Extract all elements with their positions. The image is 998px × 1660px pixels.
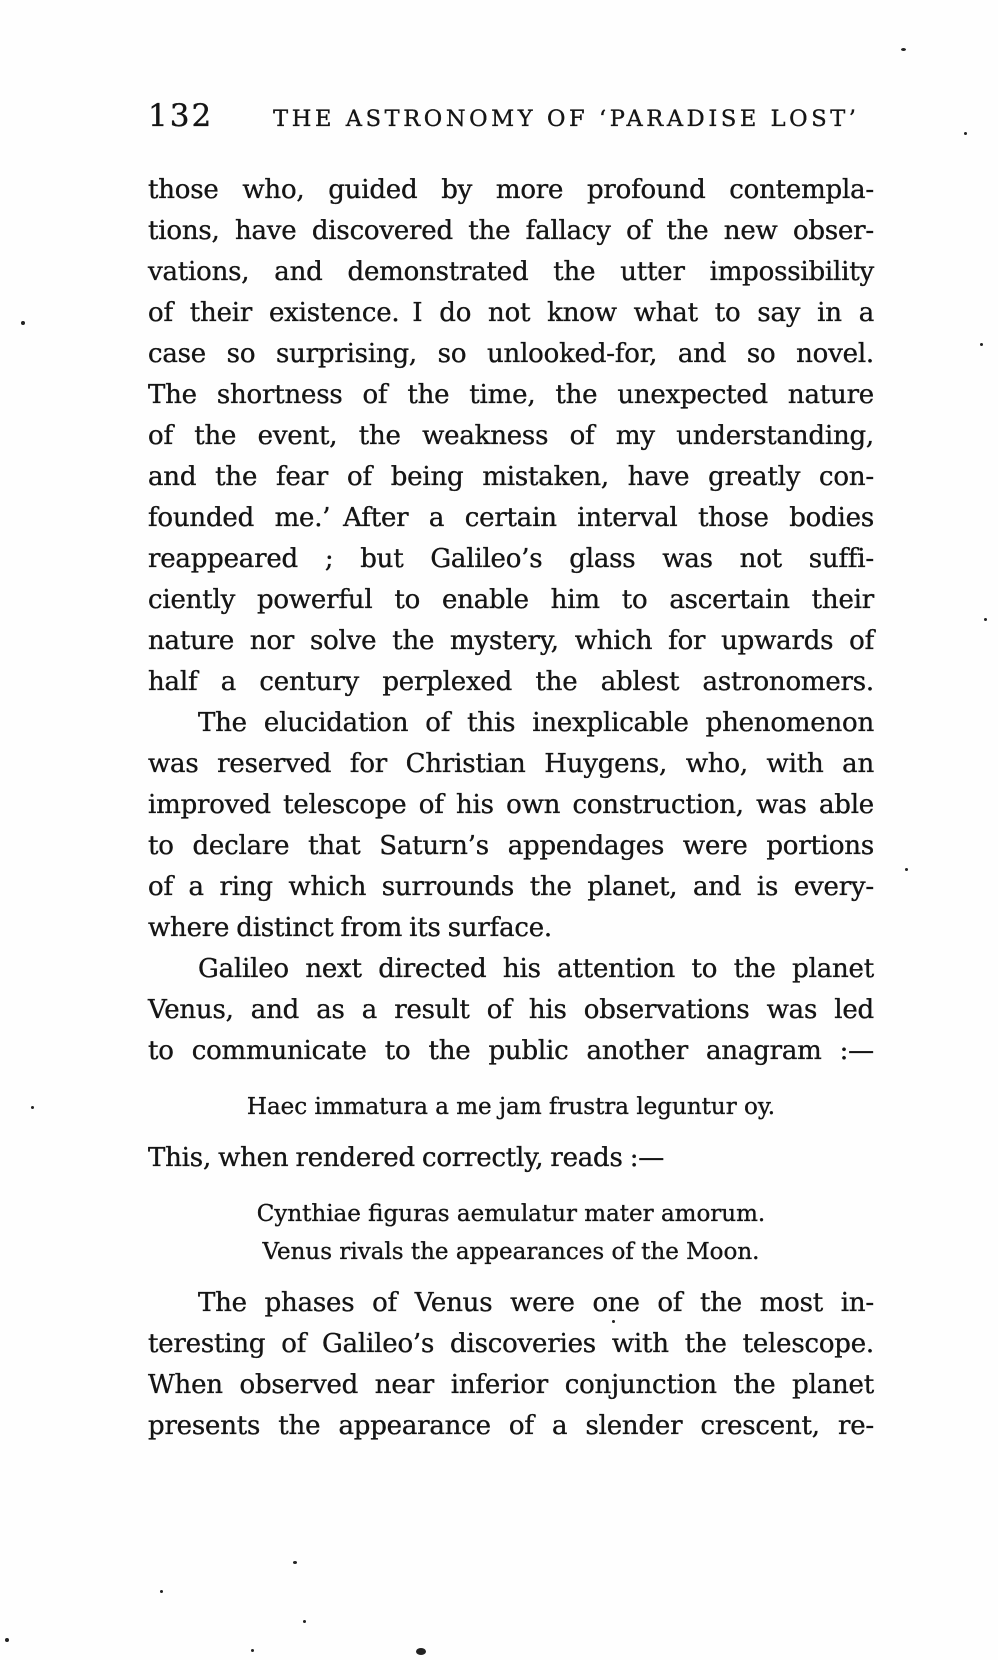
text-line: presents the appearance of a slender crescent, re- (148, 1411, 874, 1441)
text-line: tions, have discovered the fallacy of the new obser- (148, 216, 874, 246)
block-latin (148, 1088, 874, 1126)
text-line: Galileo next directed his attention to the planet (198, 954, 874, 984)
text-line: reappeared ; but Galileo’s glass was not suffi- (148, 544, 874, 574)
block-para (148, 1283, 874, 1447)
text-line: vations, and demonstrated the utter impossibility (148, 257, 874, 287)
running-title: THE ASTRONOMY OF ‘PARADISE LOST’ (273, 106, 860, 132)
scan-speck (980, 343, 983, 346)
text-line: Cynthiae figuras aemulatur mater amorum. (256, 1201, 766, 1227)
text-line: teresting of Galileo’s discoveries with the telescope. (148, 1329, 874, 1359)
scan-speck (293, 1561, 297, 1564)
block-para (148, 949, 874, 1072)
scan-speck (21, 321, 25, 325)
text-line: The elucidation of this inexplicable phenomenon (198, 708, 874, 738)
text-line: improved telescope of his own construction, was able (148, 790, 874, 820)
scan-speck (984, 618, 987, 621)
text-line: The phases of Venus were one of the most in- (198, 1288, 874, 1318)
text-line: Venus rivals the appearances of the Moon. (262, 1239, 760, 1265)
text-line: to communicate to the public another anagram :— (148, 1036, 874, 1066)
text-line: Haec immatura a me jam frustra leguntur oy. (246, 1094, 776, 1120)
text-line: case so surprising, so unlooked-for, and so novel. (148, 339, 874, 369)
scan-speck (31, 1106, 34, 1109)
text-line: was reserved for Christian Huygens, who, with an (148, 749, 874, 779)
text-line: where distinct from its surface. (148, 913, 553, 943)
text-line: founded me.’ After a certain interval those bodies (148, 503, 874, 533)
text-body (148, 170, 874, 1447)
text-line: of a ring which surrounds the planet, and is every- (148, 872, 874, 902)
block-latin (148, 1195, 874, 1271)
text-line: ciently powerful to enable him to ascertain their (148, 585, 874, 615)
scan-speck (303, 1620, 306, 1623)
scan-speck (251, 1649, 254, 1652)
block-para (148, 703, 874, 949)
scan-speck (160, 1590, 163, 1593)
text-line: Venus, and as a result of his observations was led (148, 995, 874, 1025)
scan-speck (901, 48, 906, 51)
scan-speck (5, 1638, 9, 1642)
text-line: those who, guided by more profound contempla- (148, 175, 874, 205)
scan-speck (612, 1320, 615, 1323)
page-header (148, 98, 874, 134)
text-line: to declare that Saturn’s appendages were portions (148, 831, 874, 861)
scan-speck (416, 1648, 426, 1655)
text-line: of their existence. I do not know what to say in a (148, 298, 874, 328)
text-line: of the event, the weakness of my understanding, (148, 421, 874, 451)
scan-speck (905, 868, 908, 871)
page-number: 132 (148, 98, 214, 134)
block-para (148, 170, 874, 703)
text-line: The shortness of the time, the unexpected nature (148, 380, 874, 410)
text-line: nature nor solve the mystery, which for upwards of (148, 626, 874, 656)
scan-speck (964, 132, 967, 135)
block-plain (148, 1138, 874, 1179)
text-line: and the fear of being mistaken, have greatly con- (148, 462, 874, 492)
text-line: This, when rendered correctly, reads :— (148, 1143, 665, 1173)
text-line: When observed near inferior conjunction the planet (148, 1370, 874, 1400)
text-line: half a century perplexed the ablest astronomers. (148, 667, 874, 697)
